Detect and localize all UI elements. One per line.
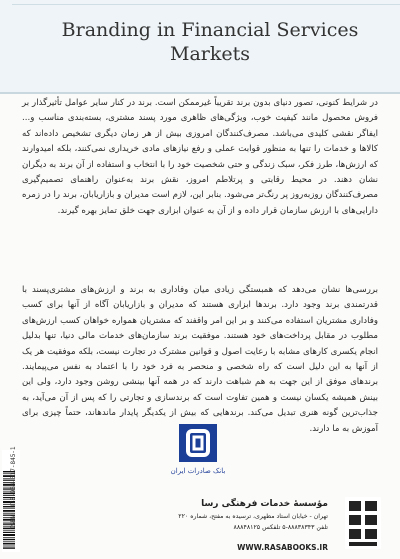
publisher-website: WWW.RASABOOKS.IR xyxy=(237,543,328,552)
book-title: Branding in Financial Services Markets xyxy=(61,19,359,65)
bank-logo-icon xyxy=(179,424,217,462)
title-band-bottom-rule xyxy=(0,92,400,94)
publisher-phone: تلفن ۸۸۸۳۸۳۴۳-۵ تلفکس ۸۸۸۴۸۱۲۵ xyxy=(233,524,328,531)
publisher-block xyxy=(140,497,328,533)
blurb-paragraph-1: در شرایط کنونی، تصور دنیای بدون برند تقریباً غیرممکن است. برند در کنار سایر عوامل تأثیرگذار بر فروش محصول مانند کیفیت خوب، ویژگی‌های ظاهری مورد پسند مشتری، بسته‌بندی مناسب و... ایفاگر نقشی کلیدی می‌باشد. مصرف‌کنندگان امروزی بیش از هر زمان دیگری تشخیص داده‌اند که کالاها و خدمات را تنها به منظور قوابت عملی و رفع نیازهای مادی خریداری نمی‌کنند، بلکه امیدوارند که ارزش‌ها، طرز فکر، سبک زندگی و حتی شخصیت خود را با انتخاب و استفاده از آن برند به دیگران نشان دهند. در محیط رقابتی و پرتلاطم امروز، نقش برند به‌عنوان راهنمای تصمیم‌گیری مصرف‌کنندگان روزبه‌روز پر رنگ‌تر می‌شود. بنابر این، لازم است مدیران و بازاریابان، برند را در زمره دارایی‌های با ارزش سازمان قرار داده و از آن به عنوان ابزاری جهت خلق تمایز بهره گیرند. xyxy=(22,98,378,216)
isbn-label: ISBN: 978-964-317-845-1 xyxy=(10,446,17,530)
publisher-logo-icon xyxy=(345,497,381,549)
blurb-paragraph-2: بررسی‌ها نشان می‌دهد که همبستگی زیادی میان وفاداری به برند و ارزش‌های مشتری‌پسند با قدرتمندی برند وجود دارد. برندها ابزاری هستند که مدیران و بازاریابان آگاه از آنها برای کسب وفاداری مشتریان استفاده می‌کنند و بر این امر واقفند که مشتریان همواره خواهان کسب ارزش‌های مطلوب در مقابل پرداخت‌های خود هستند. موفقیت برند سازمان‌های خدمات مالی دنیا، تنها بدلیل انجام یکسری کارهای مشابه با رعایت اصول و قوانین مشترک در تجارت نیست، بلکه موفقیت هر یک از آنها به این دلیل است که راه شخصی و منحصر به فرد خود را با اعتماد به نفس می‌پیمایند. برندهای موفق از این جهت به هم شباهت دارند که در همه آنها بینشی روشن وجود دارد، ولی این بینش همیشه یکسان نیست و همین تفاوت است که برندسازی و تجارتی را که پس از آن می‌آید، به جذاب‌ترین گونه هنری تبدیل می‌کند. برندهایی که بیش از یکدیگر پایدار ماندهاند، حتماً چیزی برای آموزش به ما دارند. xyxy=(22,285,378,434)
publisher-name: مؤسسهٔ خدمات فرهنگی رسا xyxy=(201,499,328,509)
title-band-top-rule xyxy=(12,4,400,5)
publisher-address: تهران - خیابان استاد مطهری، ترسیده به مفتح، شماره ۲۲۰ xyxy=(178,513,328,520)
bank-saderat-logo xyxy=(179,424,217,462)
bank-logo-caption: بانک صادرات ایران xyxy=(170,467,226,475)
